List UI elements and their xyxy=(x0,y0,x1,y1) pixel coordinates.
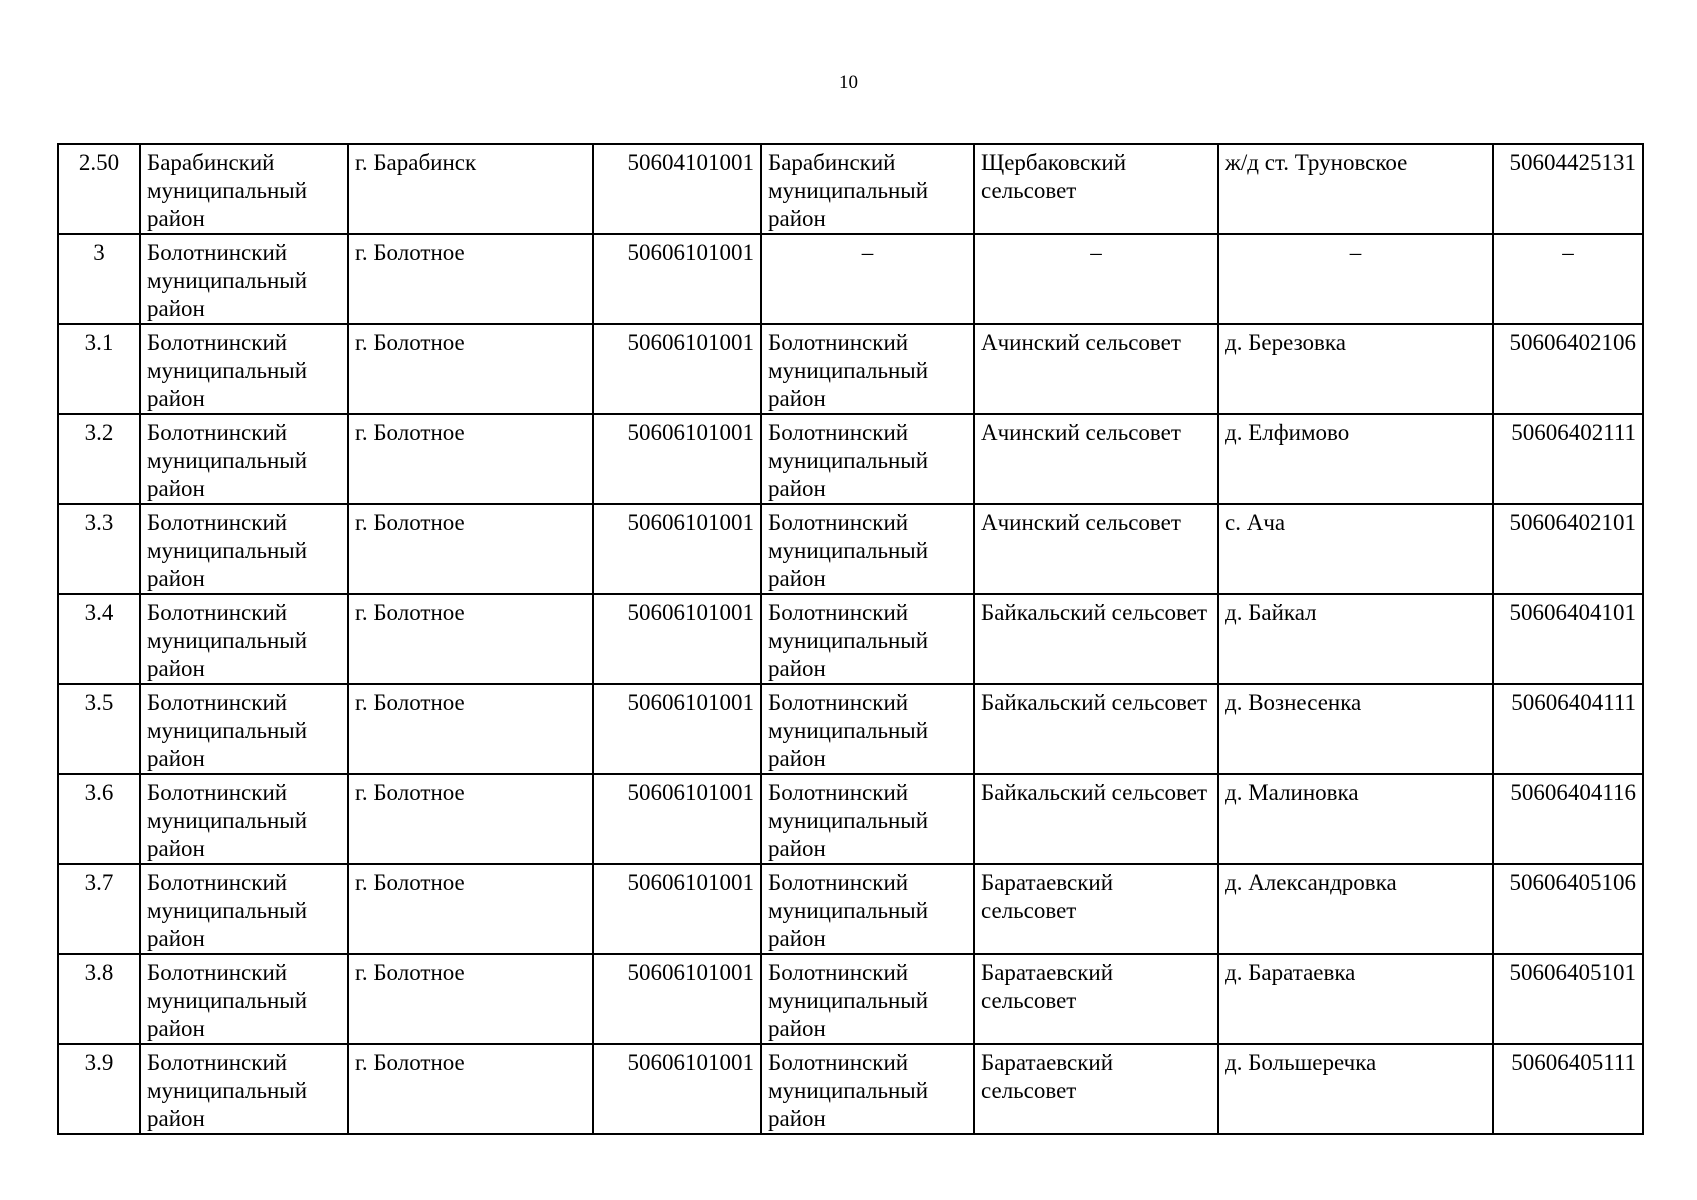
council-cell: Щербаковский сельсовет xyxy=(974,144,1218,234)
row-number-cell: 3.5 xyxy=(58,684,140,774)
settlement-cell: д. Александровка xyxy=(1218,864,1493,954)
settlement-code-cell: 50604425131 xyxy=(1493,144,1643,234)
admin-center-code-cell: 50604101001 xyxy=(593,144,761,234)
council-cell: – xyxy=(974,234,1218,324)
row-number-cell: 3.7 xyxy=(58,864,140,954)
district-cell: Болотнинский муниципальный район xyxy=(140,684,348,774)
admin-center-cell: г. Болотное xyxy=(348,774,593,864)
table-row xyxy=(58,684,1643,774)
settlement-code-cell: 50606405101 xyxy=(1493,954,1643,1044)
settlement-cell: д. Баратаевка xyxy=(1218,954,1493,1044)
council-cell: Байкальский сельсовет xyxy=(974,684,1218,774)
settlement-code-cell: 50606405106 xyxy=(1493,864,1643,954)
settlement-district-cell: Барабинский муниципальный район xyxy=(761,144,974,234)
district-cell: Болотнинский муниципальный район xyxy=(140,414,348,504)
table-row xyxy=(58,774,1643,864)
district-cell: Болотнинский муниципальный район xyxy=(140,954,348,1044)
district-cell: Болотнинский муниципальный район xyxy=(140,234,348,324)
council-cell: Баратаевский сельсовет xyxy=(974,954,1218,1044)
settlement-code-cell: 50606405111 xyxy=(1493,1044,1643,1134)
district-cell: Болотнинский муниципальный район xyxy=(140,774,348,864)
settlement-district-cell: Болотнинский муниципальный район xyxy=(761,1044,974,1134)
settlement-district-cell: Болотнинский муниципальный район xyxy=(761,414,974,504)
row-number-cell: 2.50 xyxy=(58,144,140,234)
admin-center-code-cell: 50606101001 xyxy=(593,324,761,414)
settlement-cell: – xyxy=(1218,234,1493,324)
table-row xyxy=(58,594,1643,684)
settlement-district-cell: – xyxy=(761,234,974,324)
district-cell: Болотнинский муниципальный район xyxy=(140,324,348,414)
row-number-cell: 3.8 xyxy=(58,954,140,1044)
council-cell: Ачинский сельсовет xyxy=(974,504,1218,594)
table-row xyxy=(58,144,1643,234)
district-cell: Болотнинский муниципальный район xyxy=(140,1044,348,1134)
row-number-cell: 3.1 xyxy=(58,324,140,414)
district-cell: Болотнинский муниципальный район xyxy=(140,504,348,594)
settlement-code-cell: 50606404111 xyxy=(1493,684,1643,774)
settlement-code-cell: 50606402106 xyxy=(1493,324,1643,414)
admin-center-cell: г. Болотное xyxy=(348,594,593,684)
settlement-code-cell: 50606402111 xyxy=(1493,414,1643,504)
settlement-cell: д. Большеречка xyxy=(1218,1044,1493,1134)
table-row xyxy=(58,414,1643,504)
settlement-code-cell: 50606402101 xyxy=(1493,504,1643,594)
admin-center-code-cell: 50606101001 xyxy=(593,234,761,324)
settlement-district-cell: Болотнинский муниципальный район xyxy=(761,954,974,1044)
settlement-cell: д. Березовка xyxy=(1218,324,1493,414)
row-number-cell: 3.6 xyxy=(58,774,140,864)
council-cell: Байкальский сельсовет xyxy=(974,774,1218,864)
settlement-district-cell: Болотнинский муниципальный район xyxy=(761,774,974,864)
table-row xyxy=(58,504,1643,594)
admin-center-cell: г. Барабинск xyxy=(348,144,593,234)
row-number-cell: 3 xyxy=(58,234,140,324)
page-number: 10 xyxy=(839,72,858,93)
admin-center-cell: г. Болотное xyxy=(348,414,593,504)
council-cell: Баратаевский сельсовет xyxy=(974,864,1218,954)
row-number-cell: 3.4 xyxy=(58,594,140,684)
admin-center-code-cell: 50606101001 xyxy=(593,954,761,1044)
admin-center-cell: г. Болотное xyxy=(348,1044,593,1134)
table-row xyxy=(58,324,1643,414)
table-body xyxy=(58,144,1643,1134)
settlement-district-cell: Болотнинский муниципальный район xyxy=(761,864,974,954)
settlement-cell: д. Байкал xyxy=(1218,594,1493,684)
admin-center-code-cell: 50606101001 xyxy=(593,864,761,954)
row-number-cell: 3.9 xyxy=(58,1044,140,1134)
settlement-district-cell: Болотнинский муниципальный район xyxy=(761,684,974,774)
settlement-district-cell: Болотнинский муниципальный район xyxy=(761,594,974,684)
council-cell: Ачинский сельсовет xyxy=(974,324,1218,414)
admin-center-cell: г. Болотное xyxy=(348,684,593,774)
district-cell: Болотнинский муниципальный район xyxy=(140,864,348,954)
settlement-district-cell: Болотнинский муниципальный район xyxy=(761,324,974,414)
settlement-cell: д. Малиновка xyxy=(1218,774,1493,864)
admin-center-cell: г. Болотное xyxy=(348,954,593,1044)
settlement-cell: д. Вознесенка xyxy=(1218,684,1493,774)
admin-center-code-cell: 50606101001 xyxy=(593,774,761,864)
council-cell: Байкальский сельсовет xyxy=(974,594,1218,684)
table-row xyxy=(58,864,1643,954)
admin-center-code-cell: 50606101001 xyxy=(593,504,761,594)
settlement-cell: ж/д ст. Труновское xyxy=(1218,144,1493,234)
council-cell: Ачинский сельсовет xyxy=(974,414,1218,504)
row-number-cell: 3.3 xyxy=(58,504,140,594)
table-row xyxy=(58,954,1643,1044)
admin-center-code-cell: 50606101001 xyxy=(593,414,761,504)
settlement-cell: д. Елфимово xyxy=(1218,414,1493,504)
admin-center-cell: г. Болотное xyxy=(348,234,593,324)
settlement-cell: с. Ача xyxy=(1218,504,1493,594)
admin-center-code-cell: 50606101001 xyxy=(593,594,761,684)
admin-center-cell: г. Болотное xyxy=(348,504,593,594)
settlements-table xyxy=(57,143,1644,1135)
admin-center-code-cell: 50606101001 xyxy=(593,1044,761,1134)
district-cell: Болотнинский муниципальный район xyxy=(140,594,348,684)
settlement-code-cell: – xyxy=(1493,234,1643,324)
district-cell: Барабинский муниципальный район xyxy=(140,144,348,234)
council-cell: Баратаевский сельсовет xyxy=(974,1044,1218,1134)
settlement-district-cell: Болотнинский муниципальный район xyxy=(761,504,974,594)
table-row xyxy=(58,1044,1643,1134)
admin-center-code-cell: 50606101001 xyxy=(593,684,761,774)
admin-center-cell: г. Болотное xyxy=(348,324,593,414)
row-number-cell: 3.2 xyxy=(58,414,140,504)
settlement-code-cell: 50606404116 xyxy=(1493,774,1643,864)
table-row xyxy=(58,234,1643,324)
settlement-code-cell: 50606404101 xyxy=(1493,594,1643,684)
admin-center-cell: г. Болотное xyxy=(348,864,593,954)
